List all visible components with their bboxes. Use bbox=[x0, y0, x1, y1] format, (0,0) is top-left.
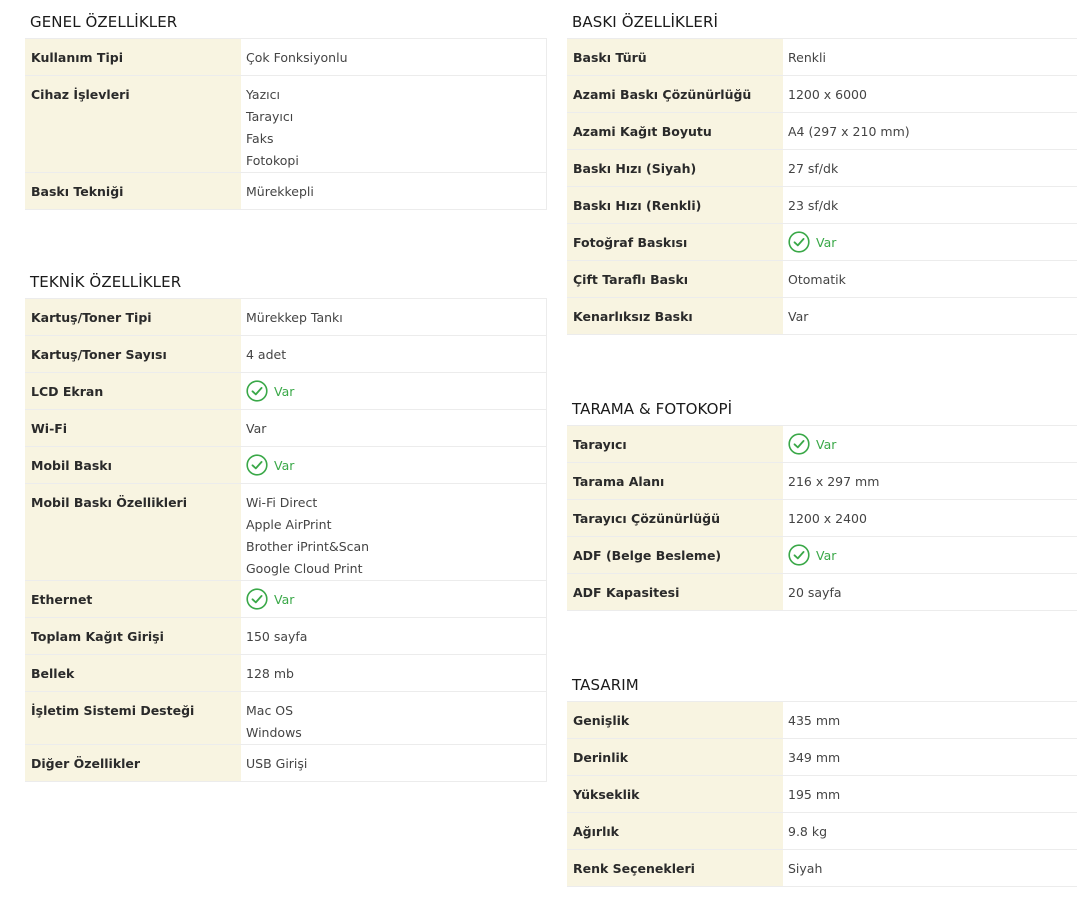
spec-value bbox=[783, 224, 1077, 261]
spec-value-line: Tarayıcı bbox=[246, 109, 294, 124]
spec-value: 20 sayfa bbox=[783, 574, 1077, 611]
spec-label: Fotoğraf Baskısı bbox=[567, 224, 783, 261]
spec-value-line: Windows bbox=[246, 725, 302, 740]
spec-label: Kullanım Tipi bbox=[25, 39, 241, 76]
spec-label: Yükseklik bbox=[567, 776, 783, 813]
print-specs-table bbox=[567, 38, 1077, 335]
spec-row bbox=[25, 76, 547, 173]
spec-label: Toplam Kağıt Girişi bbox=[25, 618, 241, 655]
spec-label: Kartuş/Toner Sayısı bbox=[25, 336, 241, 373]
spec-row bbox=[567, 39, 1077, 76]
spec-label: Ethernet bbox=[25, 581, 241, 618]
section-title-print: BASKI ÖZELLİKLERİ bbox=[572, 13, 719, 31]
spec-label: ADF (Belge Besleme) bbox=[567, 537, 783, 574]
spec-value: 150 sayfa bbox=[241, 618, 547, 655]
spec-row bbox=[567, 224, 1077, 261]
section-title-general: GENEL ÖZELLİKLER bbox=[30, 13, 178, 31]
spec-row bbox=[567, 702, 1077, 739]
available-text: Var bbox=[274, 591, 295, 607]
general-specs-table bbox=[25, 38, 547, 210]
spec-label: Baskı Hızı (Renkli) bbox=[567, 187, 783, 224]
spec-value-line: Brother iPrint&Scan bbox=[246, 539, 370, 554]
spec-label: Baskı Hızı (Siyah) bbox=[567, 150, 783, 187]
available-indicator bbox=[246, 380, 294, 402]
spec-value bbox=[783, 537, 1077, 574]
spec-value: 216 x 297 mm bbox=[783, 463, 1077, 500]
spec-value: 27 sf/dk bbox=[783, 150, 1077, 187]
spec-row bbox=[25, 173, 547, 210]
spec-value: Var bbox=[241, 410, 547, 447]
spec-value: Otomatik bbox=[783, 261, 1077, 298]
spec-row bbox=[25, 692, 547, 745]
spec-row bbox=[567, 187, 1077, 224]
spec-value bbox=[241, 692, 547, 745]
spec-label: Tarama Alanı bbox=[567, 463, 783, 500]
spec-label: Azami Kağıt Boyutu bbox=[567, 113, 783, 150]
spec-label: Ağırlık bbox=[567, 813, 783, 850]
spec-value: A4 (297 x 210 mm) bbox=[783, 113, 1077, 150]
available-text: Var bbox=[816, 547, 837, 563]
spec-label: Kenarlıksız Baskı bbox=[567, 298, 783, 335]
spec-value-line: Fotokopi bbox=[246, 153, 299, 168]
spec-row bbox=[567, 150, 1077, 187]
available-indicator bbox=[788, 231, 836, 253]
spec-label: Renk Seçenekleri bbox=[567, 850, 783, 887]
spec-row bbox=[25, 447, 547, 484]
design-specs-table bbox=[567, 701, 1077, 887]
available-text: Var bbox=[274, 457, 295, 473]
check-circle-icon bbox=[246, 454, 268, 476]
spec-row bbox=[25, 410, 547, 447]
spec-value: Renkli bbox=[783, 39, 1077, 76]
spec-row bbox=[567, 850, 1077, 887]
spec-row bbox=[567, 776, 1077, 813]
spec-label: Çift Taraflı Baskı bbox=[567, 261, 783, 298]
spec-row bbox=[567, 813, 1077, 850]
available-indicator bbox=[246, 588, 294, 610]
left-column bbox=[25, 0, 547, 782]
available-text: Var bbox=[816, 234, 837, 250]
spec-label: Azami Baskı Çözünürlüğü bbox=[567, 76, 783, 113]
spec-label: Baskı Türü bbox=[567, 39, 783, 76]
available-indicator bbox=[788, 433, 836, 455]
spec-value: 195 mm bbox=[783, 776, 1077, 813]
check-circle-icon bbox=[788, 433, 810, 455]
section-title-design: TASARIM bbox=[572, 676, 639, 694]
scan-specs-table bbox=[567, 425, 1077, 611]
spec-value-line: Wi-Fi Direct bbox=[246, 495, 318, 510]
available-text: Var bbox=[816, 436, 837, 452]
spec-value: Siyah bbox=[783, 850, 1077, 887]
spec-label: İşletim Sistemi Desteği bbox=[25, 692, 241, 745]
spec-label: Mobil Baskı Özellikleri bbox=[25, 484, 241, 581]
right-column bbox=[567, 0, 1077, 887]
spec-value: 1200 x 6000 bbox=[783, 76, 1077, 113]
spec-row bbox=[25, 336, 547, 373]
check-circle-icon bbox=[788, 544, 810, 566]
spec-value: USB Girişi bbox=[241, 745, 547, 782]
spec-row bbox=[25, 655, 547, 692]
spec-label: Wi-Fi bbox=[25, 410, 241, 447]
spec-row bbox=[25, 299, 547, 336]
spec-value: Mürekkepli bbox=[241, 173, 547, 210]
section-title-technical: TEKNİK ÖZELLİKLER bbox=[30, 273, 182, 291]
spec-value-line: Faks bbox=[246, 131, 274, 146]
spec-row bbox=[567, 113, 1077, 150]
spec-label: Bellek bbox=[25, 655, 241, 692]
spec-label: Derinlik bbox=[567, 739, 783, 776]
spec-value-line: Yazıcı bbox=[246, 87, 280, 102]
spec-value: Mürekkep Tankı bbox=[241, 299, 547, 336]
check-circle-icon bbox=[788, 231, 810, 253]
spec-row bbox=[25, 484, 547, 581]
spec-row bbox=[25, 581, 547, 618]
spec-value bbox=[241, 447, 547, 484]
spec-value: 435 mm bbox=[783, 702, 1077, 739]
spec-value-line: Apple AirPrint bbox=[246, 517, 332, 532]
spec-row bbox=[567, 500, 1077, 537]
spec-label: LCD Ekran bbox=[25, 373, 241, 410]
spec-value: 23 sf/dk bbox=[783, 187, 1077, 224]
spec-value: 9.8 kg bbox=[783, 813, 1077, 850]
spec-row bbox=[25, 618, 547, 655]
spec-label: Genişlik bbox=[567, 702, 783, 739]
available-indicator bbox=[788, 544, 836, 566]
spec-row bbox=[567, 76, 1077, 113]
available-text: Var bbox=[274, 383, 295, 399]
check-circle-icon bbox=[246, 380, 268, 402]
check-circle-icon bbox=[246, 588, 268, 610]
spec-label: Tarayıcı bbox=[567, 426, 783, 463]
spec-row bbox=[25, 745, 547, 782]
spec-row bbox=[25, 39, 547, 76]
spec-value: 4 adet bbox=[241, 336, 547, 373]
spec-value bbox=[241, 76, 547, 173]
spec-value: 1200 x 2400 bbox=[783, 500, 1077, 537]
spec-value: Var bbox=[783, 298, 1077, 335]
spec-value bbox=[241, 581, 547, 618]
spec-row bbox=[567, 426, 1077, 463]
spec-value bbox=[241, 373, 547, 410]
spec-value: 349 mm bbox=[783, 739, 1077, 776]
spec-row bbox=[567, 261, 1077, 298]
spec-label: Cihaz İşlevleri bbox=[25, 76, 241, 173]
spec-label: Kartuş/Toner Tipi bbox=[25, 299, 241, 336]
available-indicator bbox=[246, 454, 294, 476]
spec-row bbox=[567, 463, 1077, 500]
spec-value: 128 mb bbox=[241, 655, 547, 692]
spec-row bbox=[567, 537, 1077, 574]
spec-value-line: Mac OS bbox=[246, 703, 294, 718]
technical-specs-table bbox=[25, 298, 547, 782]
spec-value-line: Google Cloud Print bbox=[246, 561, 363, 576]
spec-row bbox=[567, 298, 1077, 335]
spec-label: Diğer Özellikler bbox=[25, 745, 241, 782]
spec-label: Baskı Tekniği bbox=[25, 173, 241, 210]
spec-value: Çok Fonksiyonlu bbox=[241, 39, 547, 76]
spec-label: ADF Kapasitesi bbox=[567, 574, 783, 611]
spec-value bbox=[241, 484, 547, 581]
spec-row bbox=[25, 373, 547, 410]
spec-value bbox=[783, 426, 1077, 463]
spec-row bbox=[567, 739, 1077, 776]
spec-row bbox=[567, 574, 1077, 611]
spec-label: Mobil Baskı bbox=[25, 447, 241, 484]
spec-label: Tarayıcı Çözünürlüğü bbox=[567, 500, 783, 537]
section-title-scan: TARAMA & FOTOKOPİ bbox=[572, 400, 733, 418]
